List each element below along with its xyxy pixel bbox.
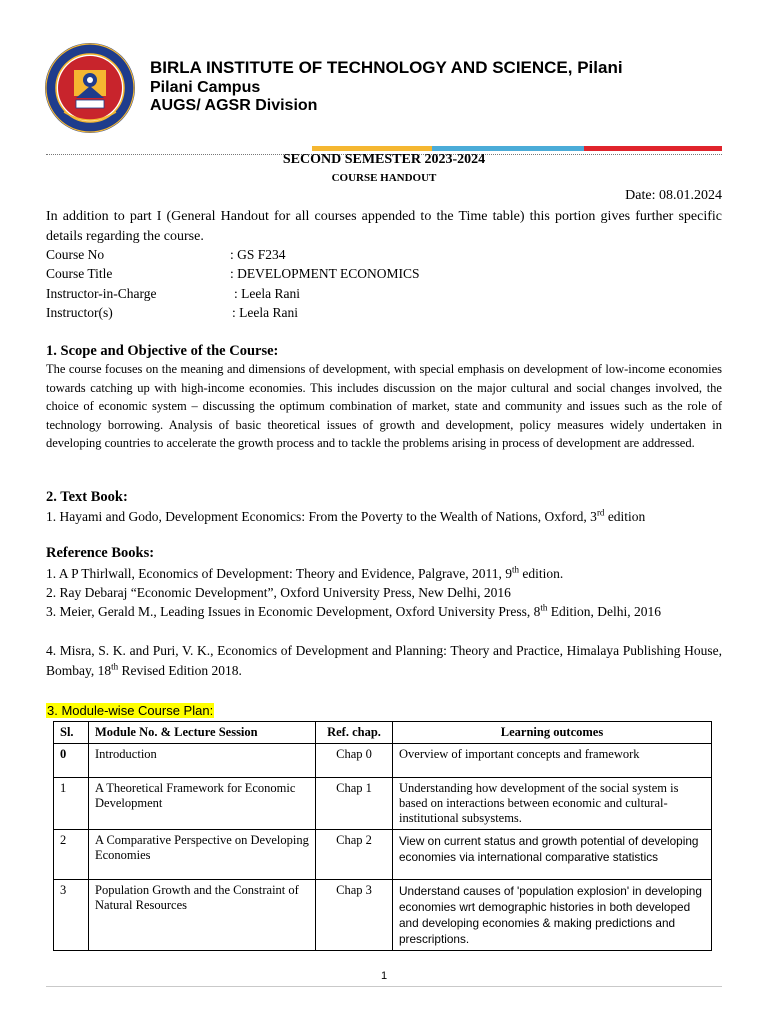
row-ref: Chap 1: [316, 778, 393, 830]
row-outcome: View on current status and growth potential of developing economies via international comparative statistics: [393, 830, 712, 880]
course-title-value: : DEVELOPMENT ECONOMICS: [230, 266, 420, 281]
row-ref: Chap 0: [316, 744, 393, 778]
column-header-sl: Sl.: [54, 722, 89, 744]
column-header-outcomes: Learning outcomes: [393, 722, 712, 744]
page-number: 1: [380, 970, 388, 982]
row-outcome: Overview of important concepts and framework: [393, 744, 712, 778]
instructor-in-charge-label: Instructor-in-Charge: [46, 286, 157, 301]
campus-name: Pilani Campus: [150, 79, 261, 96]
instructors-value: : Leela Rani: [232, 305, 298, 320]
header-stripe-orange: [312, 146, 432, 151]
reference-item-2: 2. Ray Debaraj “Economic Development”, Oxford University Press, New Delhi, 2016: [46, 585, 511, 600]
handout-date: Date: 08.01.2024: [625, 188, 722, 203]
row-sl: 1: [54, 778, 89, 830]
table-row: [54, 830, 712, 880]
course-title-label: Course Title: [46, 266, 113, 281]
textbook-item: 1. Hayami and Godo, Development Economics: From the Poverty to the Wealth of Nations, Oxford, 3rd edition: [46, 507, 646, 524]
institute-name: BIRLA INSTITUTE OF TECHNOLOGY AND SCIENCE, Pilani: [150, 58, 623, 77]
header-stripe-red: [584, 146, 722, 151]
table-row: [54, 880, 712, 951]
table-header-row: [54, 722, 712, 744]
row-module: A Theoretical Framework for Economic Development: [89, 778, 316, 830]
row-ref: Chap 2: [316, 830, 393, 880]
course-plan-table: [53, 721, 712, 951]
row-module: Introduction: [89, 744, 316, 778]
semester-title: SECOND SEMESTER 2023-2024: [282, 152, 486, 167]
reference-item-1: 1. A P Thirlwall, Economics of Development: Theory and Evidence, Palgrave, 2011, 9th edition.: [46, 564, 564, 581]
row-sl: 2: [54, 830, 89, 880]
reference-heading: Reference Books:: [46, 545, 155, 561]
intro-paragraph: In addition to part I (General Handout for all courses appended to the Time table) this portion gives further specific details regarding the course.: [46, 209, 722, 244]
row-outcome: Understand causes of 'population explosion' in developing economies wrt demographic histories in both developed and developing economies & making predictions and prescriptions.: [393, 880, 712, 951]
scope-heading: 1. Scope and Objective of the Course:: [46, 343, 279, 359]
header-stripe-blue: [432, 146, 584, 151]
row-module: A Comparative Perspective on Developing Economies: [89, 830, 316, 880]
textbook-heading: 2. Text Book:: [46, 489, 128, 505]
footer-rule: [46, 986, 722, 987]
row-sl: 0: [54, 744, 89, 778]
scope-text: The course focuses on the meaning and dimensions of development, with special emphasis on development of low-income economies towards catching up with high-income economies. This includes discussion on the major cultural and social changes involved, the choice of economic system – discussing the optimum combination of market, state and community and issues such as the role of technology borrowing. Analysis of basic theoretical issues of growth and development, policy measures widely undertaken in developing countries to accelerate the growth process and to tackle the problems arising in process of development are addressed.: [46, 362, 722, 450]
instructor-in-charge-value: : Leela Rani: [234, 286, 300, 301]
row-ref: Chap 3: [316, 880, 393, 951]
reference-item-3: 3. Meier, Gerald M., Leading Issues in Economic Development, Oxford University Press, 8th Edition, Delhi, 2016: [46, 602, 661, 619]
instructors-label: Instructor(s): [46, 305, 113, 320]
course-plan-heading: 3. Module-wise Course Plan:: [47, 703, 214, 718]
column-header-module: Module No. & Lecture Session: [89, 722, 316, 744]
course-no-label: Course No: [46, 247, 105, 262]
table-row: [54, 778, 712, 830]
row-sl: 3: [54, 880, 89, 951]
row-module: Population Growth and the Constraint of Natural Resources: [89, 880, 316, 951]
bits-pilani-logo: [44, 42, 136, 134]
handout-title: COURSE HANDOUT: [331, 172, 437, 184]
table-row: [54, 744, 712, 778]
row-outcome: Understanding how development of the social system is based on interactions between economic and cultural-institutional subsystems.: [393, 778, 712, 830]
column-header-ref: Ref. chap.: [316, 722, 393, 744]
course-no-value: : GS F234: [230, 247, 286, 262]
reference-item-4: 4. Misra, S. K. and Puri, V. K., Economics of Development and Planning: Theory and Practice, Himalaya Publishing House, Bombay, 18th Revised Edition 2018.: [46, 643, 722, 678]
division-name: AUGS/ AGSR Division: [150, 97, 318, 114]
